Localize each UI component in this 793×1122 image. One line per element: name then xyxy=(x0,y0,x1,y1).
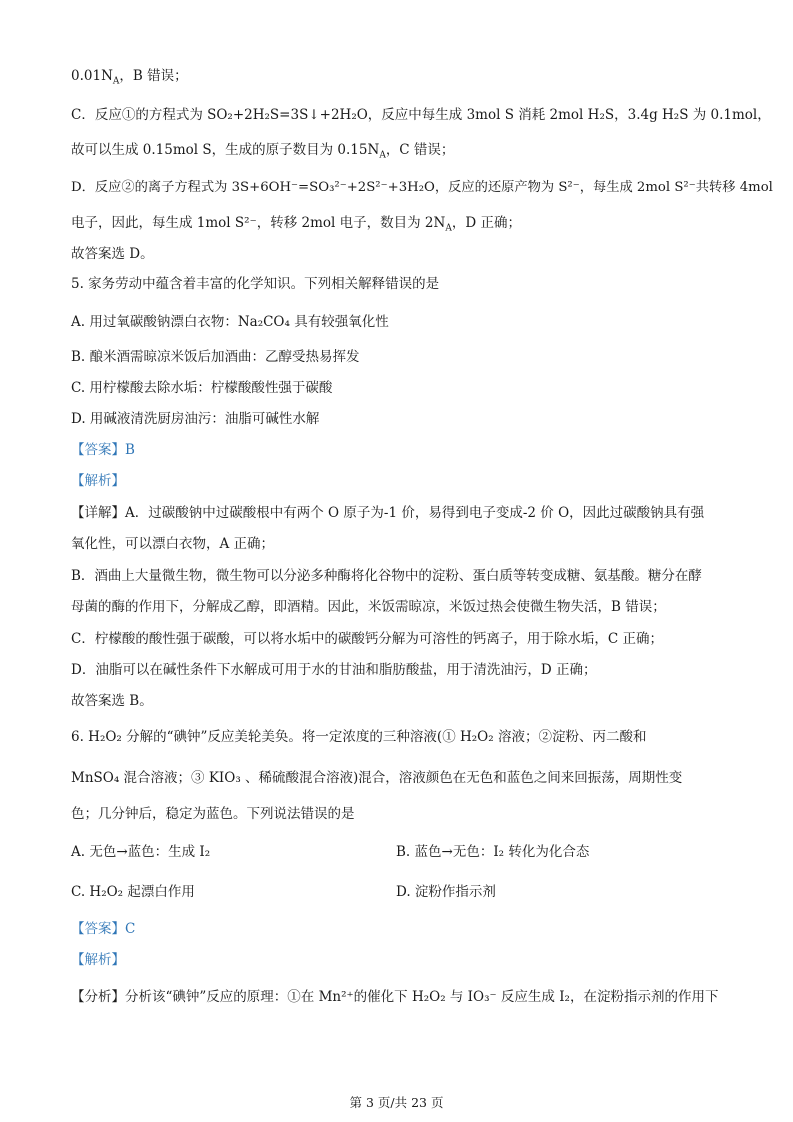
line-0: $0.01N_A$，B 错误； xyxy=(71,68,188,87)
line-18: D．油脂可以在碱性条件下水解成可用于水的甘油和脂肪酸盐，用于清洗油污，D 正确； xyxy=(71,662,597,678)
line-16: 母菌的酶的作用下，分解成乙醇，即酒精。因此，米饭需晾凉，米饭过热会使微生物失活，B 错误； xyxy=(71,599,666,615)
line-2: 故可以生成 0.15mol S，生成的原子数目为 $0.15N_A$，C 错误； xyxy=(71,142,455,161)
line-17: C．柠檬酸的酸性强于碳酸，可以将水垢中的碳酸钙分解为可溶性的钙离子，用于除水垢，C 正确； xyxy=(71,631,663,647)
question-5-option-c: C. 用柠檬酸去除水垢：柠檬酸酸性强于碳酸 xyxy=(71,380,333,396)
answer-label-5: 【答案】B xyxy=(71,442,135,458)
analysis-label-5: 【解析】 xyxy=(71,473,125,489)
question-6-option-d: D. 淀粉作指示剂 xyxy=(396,884,496,900)
line-14: 氧化性，可以漂白衣物，A 正确； xyxy=(71,536,275,552)
line-3: D．反应②的离子方程式为 3S+6OH⁻=SO₃²⁻+2S²⁻+3H₂O，反应的还原产物为 S²⁻，每生成 2mol S²⁻共转移 4mol xyxy=(71,180,773,195)
question-5-option-a: A. 用过氧碳酸钠漂白衣物：Na₂CO₄ 具有较强氧化性 xyxy=(71,314,389,330)
question-5-option-d: D. 用碱液清洗厨房油污：油脂可碱性水解 xyxy=(71,411,320,427)
question-6-stem-2: MnSO₄ 混合溶液；③ KIO₃ 、稀硫酸混合溶液)混合，溶液颜色在无色和蓝色之间来回振荡，周期性变 xyxy=(71,770,683,786)
answer-label-6: 【答案】C xyxy=(71,921,136,937)
line-1: C．反应①的方程式为 SO₂+2H₂S=3S↓+2H₂O，反应中每生成 3mol S 消耗 2mol H₂S，3.4g H₂S 为 0.1mol， xyxy=(71,107,771,123)
question-6-option-b: B. 蓝色→无色：I₂ 转化为化合态 xyxy=(396,844,590,860)
page-footer: 第 3 页/共 23 页 xyxy=(349,1095,444,1110)
line-15: B．酒曲上大量微生物，微生物可以分泌多种酶将化谷物中的淀粉、蛋白质等转变成糖、氨基酸。糖分在酵 xyxy=(71,568,702,584)
question-5-option-b: B. 酿米酒需晾凉米饭后加酒曲：乙醇受热易挥发 xyxy=(71,349,360,365)
question-6-option-a: A. 无色→蓝色：生成 I₂ xyxy=(71,844,211,860)
question-5-stem: 5. 家务劳动中蕴含着丰富的化学知识。下列相关解释错误的是 xyxy=(71,276,440,292)
question-6-stem-1: 6. H₂O₂ 分解的“碘钟”反应美轮美奂。将一定浓度的三种溶液(① H₂O₂ 溶液；②淀粉、丙二酸和 xyxy=(71,729,647,745)
question-6-option-c: C. H₂O₂ 起漂白作用 xyxy=(71,884,195,900)
question-6-stem-3: 色；几分钟后，稳定为蓝色。下列说法错误的是 xyxy=(71,806,355,822)
line-5: 故答案选 D。 xyxy=(71,246,154,262)
line-29: 【分析】分析该“碘钟”反应的原理：①在 Mn²⁺的催化下 H₂O₂ 与 IO₃⁻ 反应生成 I₂，在淀粉指示剂的作用下 xyxy=(71,989,719,1005)
analysis-label-6: 【解析】 xyxy=(71,952,125,968)
line-19: 故答案选 B。 xyxy=(71,693,153,709)
line-13: 【详解】A．过碳酸钠中过碳酸根中有两个 O 原子为-1 价，易得到电子变成-2 价 O，因此过碳酸钠具有强 xyxy=(71,505,705,521)
line-4: 电子，因此，每生成 1mol S²⁻，转移 2mol 电子，数目为 $2N_A$，D 正确； xyxy=(71,215,521,234)
